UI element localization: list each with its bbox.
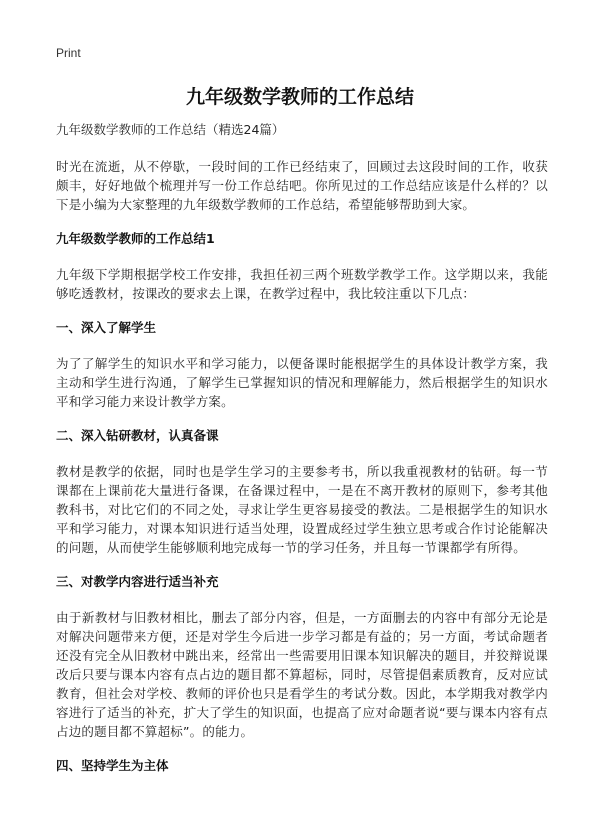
- document-subtitle: 九年级数学教师的工作总结（精选24篇）: [56, 122, 285, 137]
- heading-4: 四、坚持学生为主体: [56, 758, 169, 773]
- print-link[interactable]: Print: [56, 46, 81, 60]
- intro-paragraph: 时光在流逝，从不停歇，一段时间的工作已经结束了，回顾过去这段时间的工作，收获颇丰，好好地做个梳理并写一份工作总结吧。你所见过的工作总结应该是什么样的？以下是小编为大家整理的九年级数学教师的工作总结，希望能够帮助到大家。: [56, 159, 548, 212]
- paragraph-1: 为了了解学生的知识水平和学习能力，以便备课时能根据学生的具体设计教学方案，我主动和学生进行沟通，了解学生已掌握知识的情况和理解能力，然后根据学生的知识水平和学习能力来设计教学方案。: [56, 356, 548, 409]
- heading-3: 三、对教学内容进行适当补充: [56, 574, 219, 589]
- heading-1: 一、深入了解学生: [56, 320, 157, 335]
- paragraph-3: 由于新教材与旧教材相比，删去了部分内容，但是，一方面删去的内容中有部分无论是对解决问题带来方便，还是对学生今后进一步学习都是有益的；另一方面，考试命题者还没有完全从旧教材中跳出来，经常出一些需要用旧课本知识解决的题目，并狡辩说课改后只要与课本内容有点占边的题目都不算超标，同时，尽管提倡素质教育，反对应试教育，但社会对学校、教师的评价也只是看学生的考试分数。因此，本学期我对教学内容进行了适当的补充，扩大了学生的知识面，也提高了应对命题者说“要与课本内容有点占边的题目都不算超标”。的能力。: [56, 610, 548, 739]
- paragraph-2: 教材是教学的依据，同时也是学生学习的主要参考书，所以我重视教材的钻研。每一节课都在上课前花大量进行备课，在备课过程中，一是在不离开教材的原则下，参考其他教科书，对比它们的不同之处，寻求让学生更容易接受的教法。二是根据学生的知识水平和学习能力，对课本知识进行适当处理，设置成经过学生独立思考或合作讨论能解决的问题，从而使学生能够顺利地完成每一节的学习任务，并且每一节课都学有所得。: [56, 464, 548, 555]
- section-intro-paragraph: 九年级下学期根据学校工作安排，我担任初三两个班数学教学工作。这学期以来，我能够吃透教材，按课改的要求去上课，在教学过程中，我比较注重以下几点：: [56, 267, 548, 301]
- page-title: 九年级数学教师的工作总结: [185, 86, 414, 108]
- heading-2: 二、深入钻研教材，认真备课: [56, 428, 219, 443]
- document-body: [56, 122, 548, 792]
- section-title: 九年级数学教师的工作总结1: [56, 231, 215, 246]
